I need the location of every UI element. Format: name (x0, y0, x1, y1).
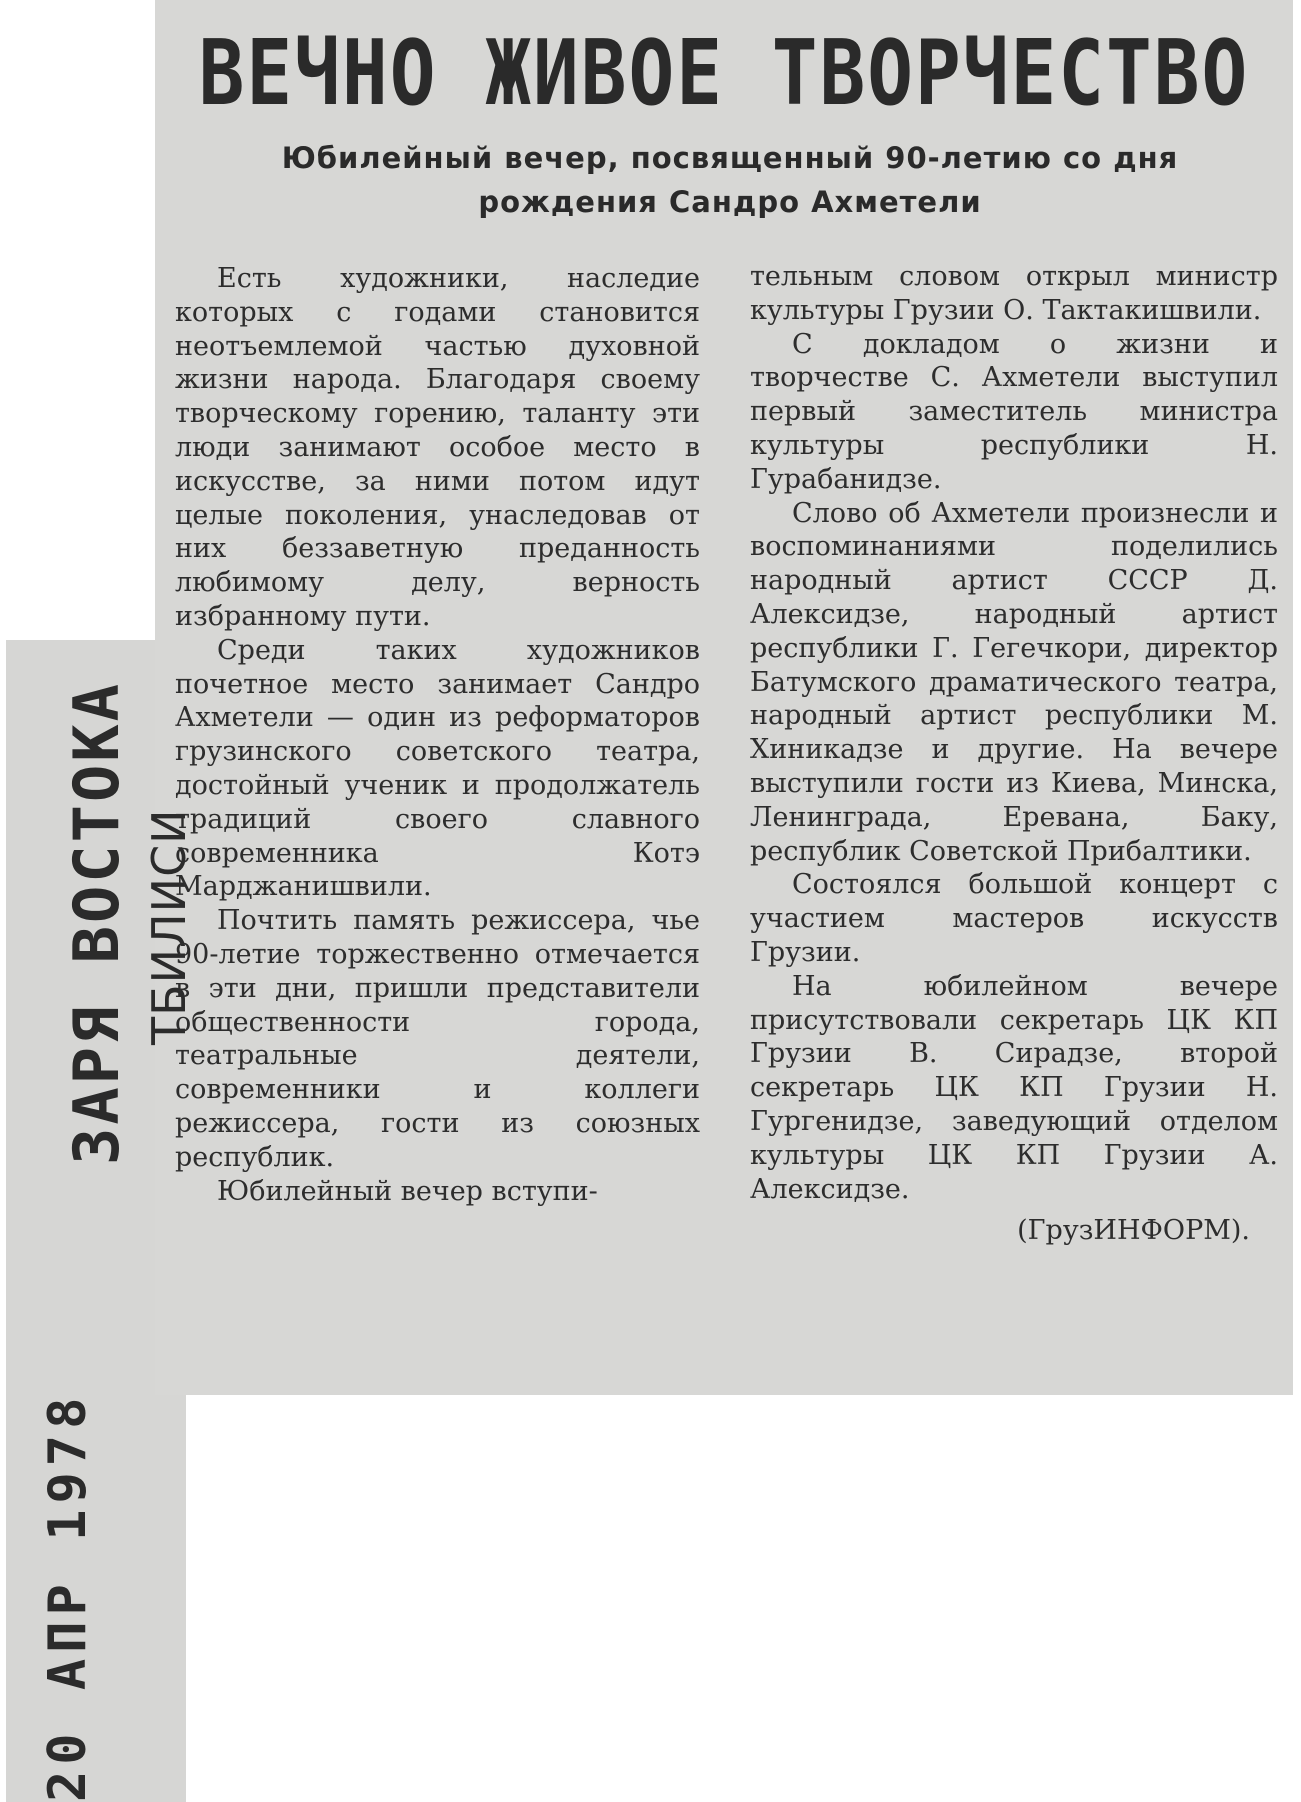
paragraph: На юбилейном вечере присутствовали секретарь ЦК КП Грузии В. Сирадзе, второй секретарь ЦК КП Грузии Н. Гургенидзе, заведующий отделом культуры ЦК КП Грузии А. Алексидзе. (750, 970, 1278, 1205)
article-column-left (175, 262, 700, 1208)
date-stamp: 20 АПР 1978 (38, 1391, 98, 1802)
article-signature: (ГрузИНФОРМ). (1017, 1215, 1250, 1247)
article-column-right (750, 260, 1278, 1248)
paragraph: Состоялся большой концерт с участием мастеров искусств Грузии. (750, 869, 1278, 968)
newspaper-name-stamp: ЗАРЯ ВОСТОКА (60, 681, 133, 1165)
paragraph: Почтить память режиссера, чье 90-летие торжественно отмечается в эти дни, пришли представители общественности города, театральные деятели, современники и коллеги режиссера, гости из союзных республик. (175, 905, 700, 1173)
city-stamp: ТБИЛИСИ (142, 808, 196, 1045)
paragraph: С докладом о жизни и творчестве С. Ахметели выступил первый заместитель министра культуры республики Н. Гурабанидзе. (750, 328, 1278, 495)
article-headline: ВЕЧНО ЖИВОЕ ТВОРЧЕСТВО (198, 20, 1250, 126)
paragraph: Среди таких художников почетное место занимает Сандро Ахметели — один из реформаторов грузинского советского театра, достойный ученик и продолжатель традиций своего славного современника Котэ Марджанишвили. (175, 634, 700, 903)
paragraph: Слово об Ахметели произнесли и воспоминаниями поделились народный артист СССР Д. Алексидзе, народный артист республики Г. Гегечкори, директор Батумского драматического театра, народный артист республики М. Хиникадзе и другие. На вечере выступили гости из Киева, Минска, Ленинграда, Еревана, Баку, республик Советской Прибалтики. (750, 497, 1278, 867)
paragraph: Есть художники, наследие которых с годами становится неотъемлемой частью духовной жизни народа. Благодаря своему творческому горению, таланту эти люди занимают особое место в искусстве, за ними потом идут целые поколения, унаследовав от них беззаветную преданность любимому делу, верность избранному пути. (175, 263, 700, 632)
paragraph: Юбилейный вечер вступи- (217, 1175, 598, 1207)
paragraph: тельным словом открыл министр культуры Грузии О. Тактакишвили. (750, 261, 1278, 326)
article-subheadline: Юбилейный вечер, посвященный 90-летию со дня рождения Сандро Ахметели (281, 141, 1179, 219)
